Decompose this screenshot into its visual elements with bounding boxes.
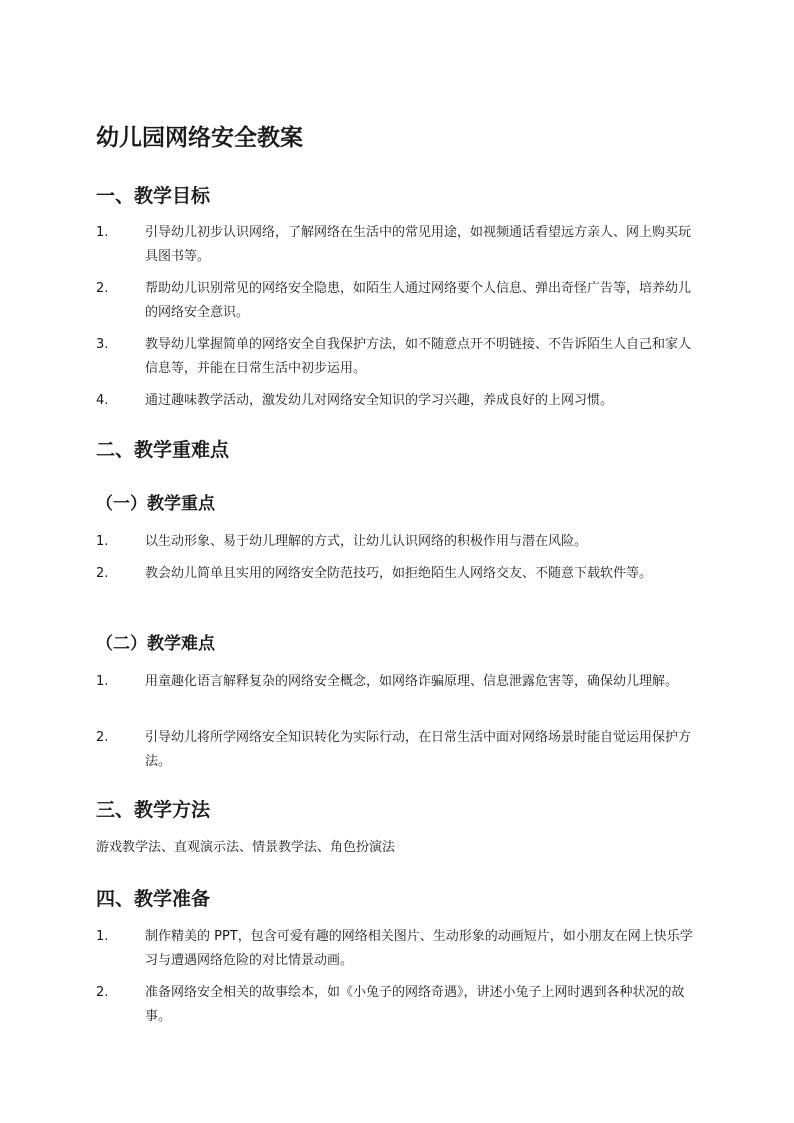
section-heading-objectives: 一、教学目标 bbox=[96, 185, 211, 207]
document-title: 幼儿园网络安全教案 bbox=[96, 125, 303, 151]
subsection-heading-focus: （一）教学重点 bbox=[96, 494, 215, 514]
list-item-number: 2. bbox=[96, 985, 109, 1000]
section-heading-preparation: 四、教学准备 bbox=[96, 888, 211, 910]
subsection-heading-difficulty: （二）教学难点 bbox=[96, 634, 215, 654]
list-item-text: 制作精美的 PPT，包含可爱有趣的网络相关图片、生动形象的动画短片，如小朋友在网上快乐学习与遭遇网络危险的对比情景动画。 bbox=[145, 929, 693, 968]
section-heading-methods: 三、教学方法 bbox=[96, 799, 211, 821]
list-item-number: 1. bbox=[96, 929, 109, 944]
list-item-text: 准备网络安全相关的故事绘本，如《小兔子的网络奇遇》，讲述小兔子上网时遇到各种状况的故事。 bbox=[145, 985, 685, 1024]
list-item-text: 引导幼儿初步认识网络，了解网络在生活中的常见用途，如视频通话看望远方亲人、网上购买玩具图书等。 bbox=[145, 225, 692, 264]
methods-text: 游戏教学法、直观演示法、情景教学法、角色扮演法 bbox=[96, 840, 396, 855]
list-item-number: 1. bbox=[96, 534, 109, 549]
list-item-text: 用童趣化语言解释复杂的网络安全概念，如网络诈骗原理、信息泄露危害等，确保幼儿理解。 bbox=[145, 674, 679, 689]
list-item-number: 2. bbox=[96, 566, 109, 581]
list-item-text: 以生动形象、易于幼儿理解的方式，让幼儿认识网络的积极作用与潜在风险。 bbox=[145, 534, 588, 549]
list-item-number: 2. bbox=[96, 730, 109, 745]
list-item-number: 1. bbox=[96, 225, 109, 240]
list-item-text: 帮助幼儿识别常见的网络安全隐患，如陌生人通过网络要个人信息、弹出奇怪广告等，培养幼儿的网络安全意识。 bbox=[145, 281, 692, 320]
list-item-number: 2. bbox=[96, 281, 109, 296]
list-item-text: 通过趣味教学活动，激发幼儿对网络安全知识的学习兴趣，养成良好的上网习惯。 bbox=[145, 393, 614, 408]
list-item-number: 3. bbox=[96, 337, 109, 352]
list-item-number: 1. bbox=[96, 674, 109, 689]
section-heading-key-points: 二、教学重难点 bbox=[96, 439, 230, 461]
list-item-number: 4. bbox=[96, 393, 109, 408]
list-item-text: 教会幼儿简单且实用的网络安全防范技巧，如拒绝陌生人网络交友、不随意下载软件等。 bbox=[145, 566, 653, 581]
list-item-text: 引导幼儿将所学网络安全知识转化为实际行动，在日常生活中面对网络场景时能自觉运用保护方法。 bbox=[145, 730, 692, 769]
list-item-text: 教导幼儿掌握简单的网络安全自我保护方法，如不随意点开不明链接、不告诉陌生人自己和家人信息等，并能在日常生活中初步运用。 bbox=[145, 337, 692, 376]
